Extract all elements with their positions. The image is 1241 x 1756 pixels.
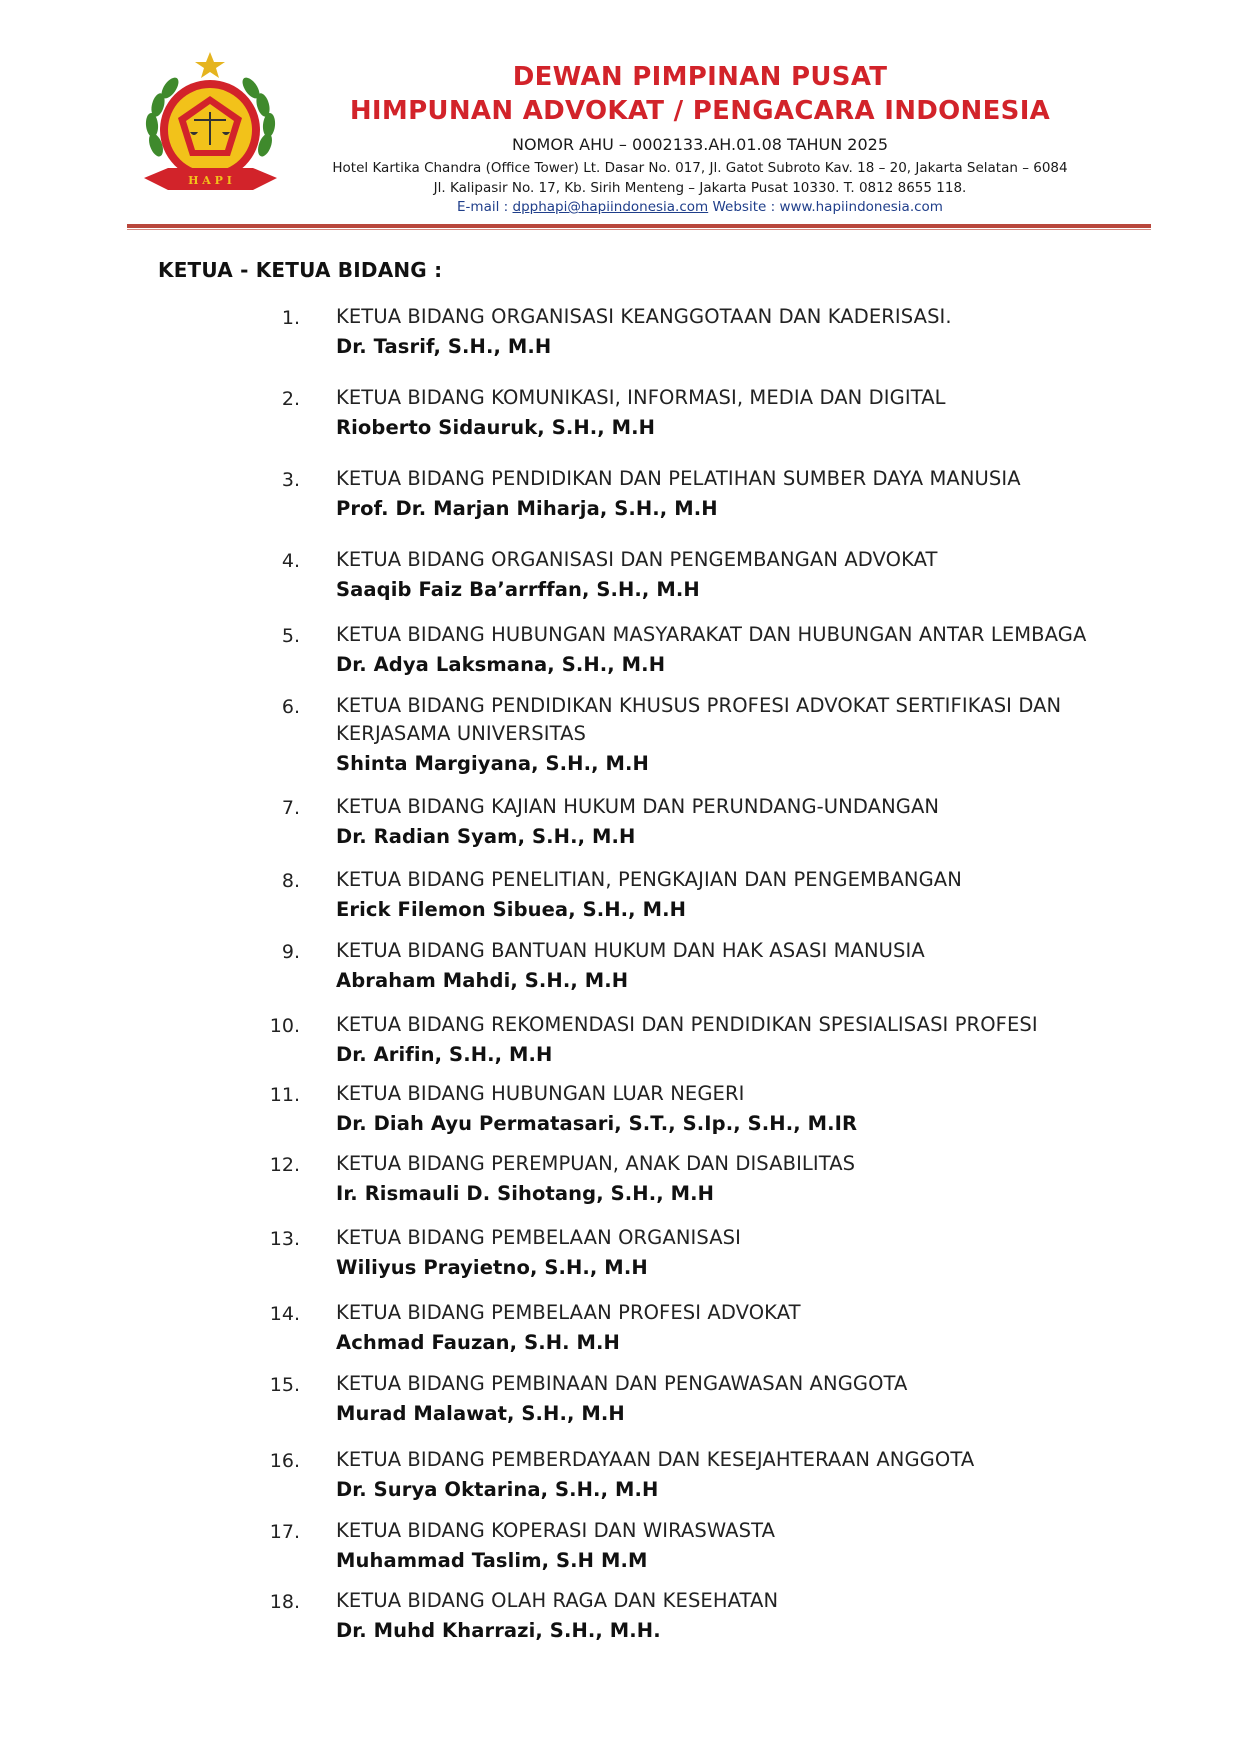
item-name: Muhammad Taslim, S.H M.M	[336, 1549, 648, 1572]
item-name: Dr. Radian Syam, S.H., M.H	[336, 825, 636, 848]
item-name: Ir. Rismauli D. Sihotang, S.H., M.H	[336, 1182, 715, 1205]
item-number: 9.	[281, 941, 300, 963]
item-name: Shinta Margiyana, S.H., M.H	[336, 752, 649, 775]
item-role: KETUA BIDANG PENELITIAN, PENGKAJIAN DAN PENGEMBANGAN	[336, 868, 962, 891]
item-name: Erick Filemon Sibuea, S.H., M.H	[336, 898, 686, 921]
website-label: Website :	[712, 199, 776, 215]
item-role: KETUA BIDANG PEMBINAAN DAN PENGAWASAN ANGGOTA	[336, 1372, 908, 1395]
item-role: KETUA BIDANG PENDIDIKAN KHUSUS PROFESI ADVOKAT SERTIFIKASI DAN	[336, 694, 1062, 717]
item-name: Saaqib Faiz Ba’arrffan, S.H., M.H	[336, 578, 700, 601]
header-divider-thin	[127, 229, 1151, 230]
section-title: KETUA - KETUA BIDANG :	[158, 258, 443, 282]
header-divider	[127, 224, 1151, 228]
item-role: KETUA BIDANG PEMBELAAN ORGANISASI	[336, 1226, 741, 1249]
item-role: KETUA BIDANG KAJIAN HUKUM DAN PERUNDANG-UNDANGAN	[336, 795, 940, 818]
item-number: 16.	[269, 1450, 300, 1472]
item-role: KETUA BIDANG OLAH RAGA DAN KESEHATAN	[336, 1589, 779, 1612]
email-link[interactable]: dpphapi@hapiindonesia.com	[512, 199, 709, 215]
item-role: KETUA BIDANG ORGANISASI KEANGGOTAAN DAN KADERISASI.	[336, 305, 952, 328]
item-role: KETUA BIDANG PEMBELAAN PROFESI ADVOKAT	[336, 1301, 801, 1324]
item-name: Murad Malawat, S.H., M.H	[336, 1402, 625, 1425]
item-number: 6.	[281, 696, 300, 718]
item-number: 3.	[281, 469, 300, 491]
item-name: Dr. Arifin, S.H., M.H	[336, 1043, 553, 1066]
item-number: 7.	[281, 797, 300, 819]
item-name: Dr. Tasrif, S.H., M.H	[336, 335, 552, 358]
item-name: Dr. Diah Ayu Permatasari, S.T., S.Ip., S.H., M.IR	[336, 1112, 858, 1135]
item-role: KETUA BIDANG HUBUNGAN LUAR NEGERI	[336, 1082, 745, 1105]
item-role: KETUA BIDANG KOMUNIKASI, INFORMASI, MEDIA DAN DIGITAL	[336, 386, 946, 409]
item-name: Prof. Dr. Marjan Miharja, S.H., M.H	[336, 497, 718, 520]
org-name-line1: DEWAN PIMPINAN PUSAT	[512, 62, 888, 92]
item-name: Achmad Fauzan, S.H. M.H	[336, 1331, 620, 1354]
item-role: KETUA BIDANG KOPERASI DAN WIRASWASTA	[336, 1519, 776, 1542]
item-name: Dr. Adya Laksmana, S.H., M.H	[336, 653, 666, 676]
item-number: 5.	[281, 625, 300, 647]
item-role: KETUA BIDANG HUBUNGAN MASYARAKAT DAN HUBUNGAN ANTAR LEMBAGA	[336, 623, 1087, 646]
address-line-2: Jl. Kalipasir No. 17, Kb. Sirih Menteng – Jakarta Pusat 10330. T. 0812 8655 118.	[433, 180, 967, 196]
item-number: 11.	[269, 1084, 300, 1106]
item-name: Dr. Surya Oktarina, S.H., M.H	[336, 1478, 659, 1501]
registration-number: NOMOR AHU – 0002133.AH.01.08 TAHUN 2025	[511, 135, 889, 154]
item-number: 13.	[269, 1228, 300, 1250]
item-role: KETUA BIDANG REKOMENDASI DAN PENDIDIKAN SPESIALISASI PROFESI	[336, 1013, 1038, 1036]
item-number: 2.	[281, 388, 300, 410]
item-number: 4.	[281, 550, 300, 572]
item-role: KERJASAMA UNIVERSITAS	[336, 722, 587, 745]
item-role: KETUA BIDANG ORGANISASI DAN PENGEMBANGAN ADVOKAT	[336, 548, 938, 571]
item-number: 1.	[281, 307, 300, 329]
address-line-1: Hotel Kartika Chandra (Office Tower) Lt. Dasar No. 017, Jl. Gatot Subroto Kav. 18 – 20, Jakarta Selatan – 6084	[332, 160, 1068, 176]
item-role: KETUA BIDANG BANTUAN HUKUM DAN HAK ASASI MANUSIA	[336, 939, 925, 962]
item-number: 17.	[269, 1521, 300, 1543]
item-role: KETUA BIDANG PEREMPUAN, ANAK DAN DISABILITAS	[336, 1152, 856, 1175]
item-role: KETUA BIDANG PEMBERDAYAAN DAN KESEJAHTERAAN ANGGOTA	[336, 1448, 975, 1471]
website-link[interactable]: www.hapiindonesia.com	[779, 199, 943, 215]
item-number: 10.	[269, 1015, 300, 1037]
hapi-logo-icon	[138, 50, 283, 210]
org-name-line2: HIMPUNAN ADVOKAT / PENGACARA INDONESIA	[349, 96, 1051, 126]
letterhead	[0, 0, 1241, 240]
item-number: 8.	[281, 870, 300, 892]
email-label: E-mail :	[457, 199, 509, 215]
item-name: Dr. Muhd Kharrazi, S.H., M.H.	[336, 1619, 661, 1642]
item-number: 14.	[269, 1303, 300, 1325]
item-number: 18.	[269, 1591, 300, 1613]
item-number: 12.	[269, 1154, 300, 1176]
item-name: Abraham Mahdi, S.H., M.H	[336, 969, 629, 992]
item-name: Wiliyus Prayietno, S.H., M.H	[336, 1256, 648, 1279]
item-number: 15.	[269, 1374, 300, 1396]
item-role: KETUA BIDANG PENDIDIKAN DAN PELATIHAN SUMBER DAYA MANUSIA	[336, 467, 1021, 490]
item-name: Rioberto Sidauruk, S.H., M.H	[336, 416, 656, 439]
contact-line	[340, 199, 1060, 215]
logo-ribbon-text: H A P I	[188, 174, 232, 187]
